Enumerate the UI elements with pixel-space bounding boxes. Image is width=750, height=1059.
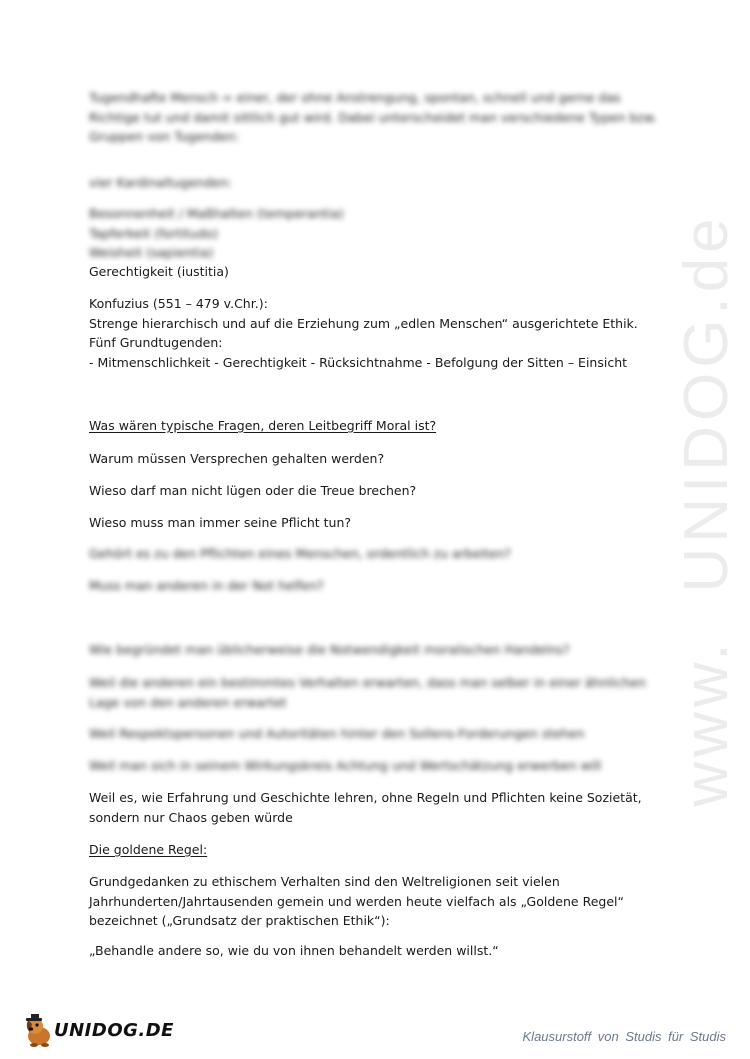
konfuzius-line: Fünf Grundtugenden:: [89, 335, 223, 350]
question-item: Wieso muss man immer seine Pflicht tun?: [89, 515, 352, 530]
konfuzius-line: Strenge hierarchisch und auf die Erziehung zum „edlen Menschen“ ausgerichtete Ethik.: [89, 316, 638, 331]
questions-heading: Was wären typische Fragen, deren Leitbegriff Moral ist?: [89, 418, 437, 433]
konfuzius-line: Konfuzius (551 – 479 v.Chr.):: [89, 296, 268, 311]
virtue-item: Besonnenheit / Maßhalten (temperantia): [89, 206, 344, 221]
virtue-item: Weisheit (sapientia): [89, 245, 214, 260]
cardinal-virtues-heading: vier Kardinaltugenden:: [89, 175, 232, 190]
konfuzius-line: - Mitmenschlichkeit - Gerechtigkeit - Rücksichtnahme - Befolgung der Sitten – Einsicht: [89, 355, 628, 370]
reason-item: Weil es, wie Erfahrung und Geschichte lehren, ohne Regeln und Pflichten keine Sozietät, sondern nur Chaos geben würde: [89, 790, 642, 825]
reason-item: Weil die anderen ein bestimmtes Verhalten erwarten, dass man selber in einer ähnlichen Lage von den anderen erwartet: [89, 675, 646, 710]
question-item: Muss man anderen in der Not helfen?: [89, 578, 324, 593]
virtue-item: Gerechtigkeit (iustitia): [89, 264, 229, 279]
question-item: Wieso darf man nicht lügen oder die Treue brechen?: [89, 483, 417, 498]
question-item: Gehört es zu den Pflichten eines Menschen, ordentlich zu arbeiten?: [89, 546, 512, 561]
dog-mascot-icon: [22, 1014, 56, 1048]
golden-rule-quote: „Behandle andere so, wie du von ihnen behandelt werden willst.“: [89, 943, 499, 958]
golden-rule-text: Grundgedanken zu ethischem Verhalten sind den Weltreligionen seit vielen Jahrhunderten/Jahrtausenden gemein und werden heute vielfach als „Goldene Regel“ bezeichnet („Grundsatz der praktischen Ethik“):: [89, 874, 624, 928]
golden-rule-heading: Die goldene Regel:: [89, 842, 208, 857]
watermark: www.UNIDOG.de: [672, 213, 741, 807]
virtue-item: Tapferkeit (fortitudo): [89, 226, 218, 241]
question-item: Warum müssen Versprechen gehalten werden?: [89, 451, 385, 466]
unidog-logo: [22, 1014, 174, 1050]
intro-paragraph: Tugendhafte Mensch = einer, der ohne Anstrengung, spontan, schnell und gerne das Richtige tut und damit sittlich gut wird. Dabei unterscheidet man verschiedene Typen bzw. Gruppen von Tugenden:: [89, 90, 657, 144]
reason-item: Weil Respektspersonen und Autoritäten hinter den Sollens-Forderungen stehen: [89, 726, 585, 741]
reason-item: Weil man sich in seinem Wirkungskreis Achtung und Wertschätzung erwerben will: [89, 758, 602, 773]
footer-tagline: Klausurstoff von Studis für Studis: [522, 1029, 726, 1044]
reason-question: Wie begründet man üblicherweise die Notwendigkeit moralischen Handelns?: [89, 642, 570, 657]
logo-text: UNIDOG.DE: [54, 1020, 174, 1041]
